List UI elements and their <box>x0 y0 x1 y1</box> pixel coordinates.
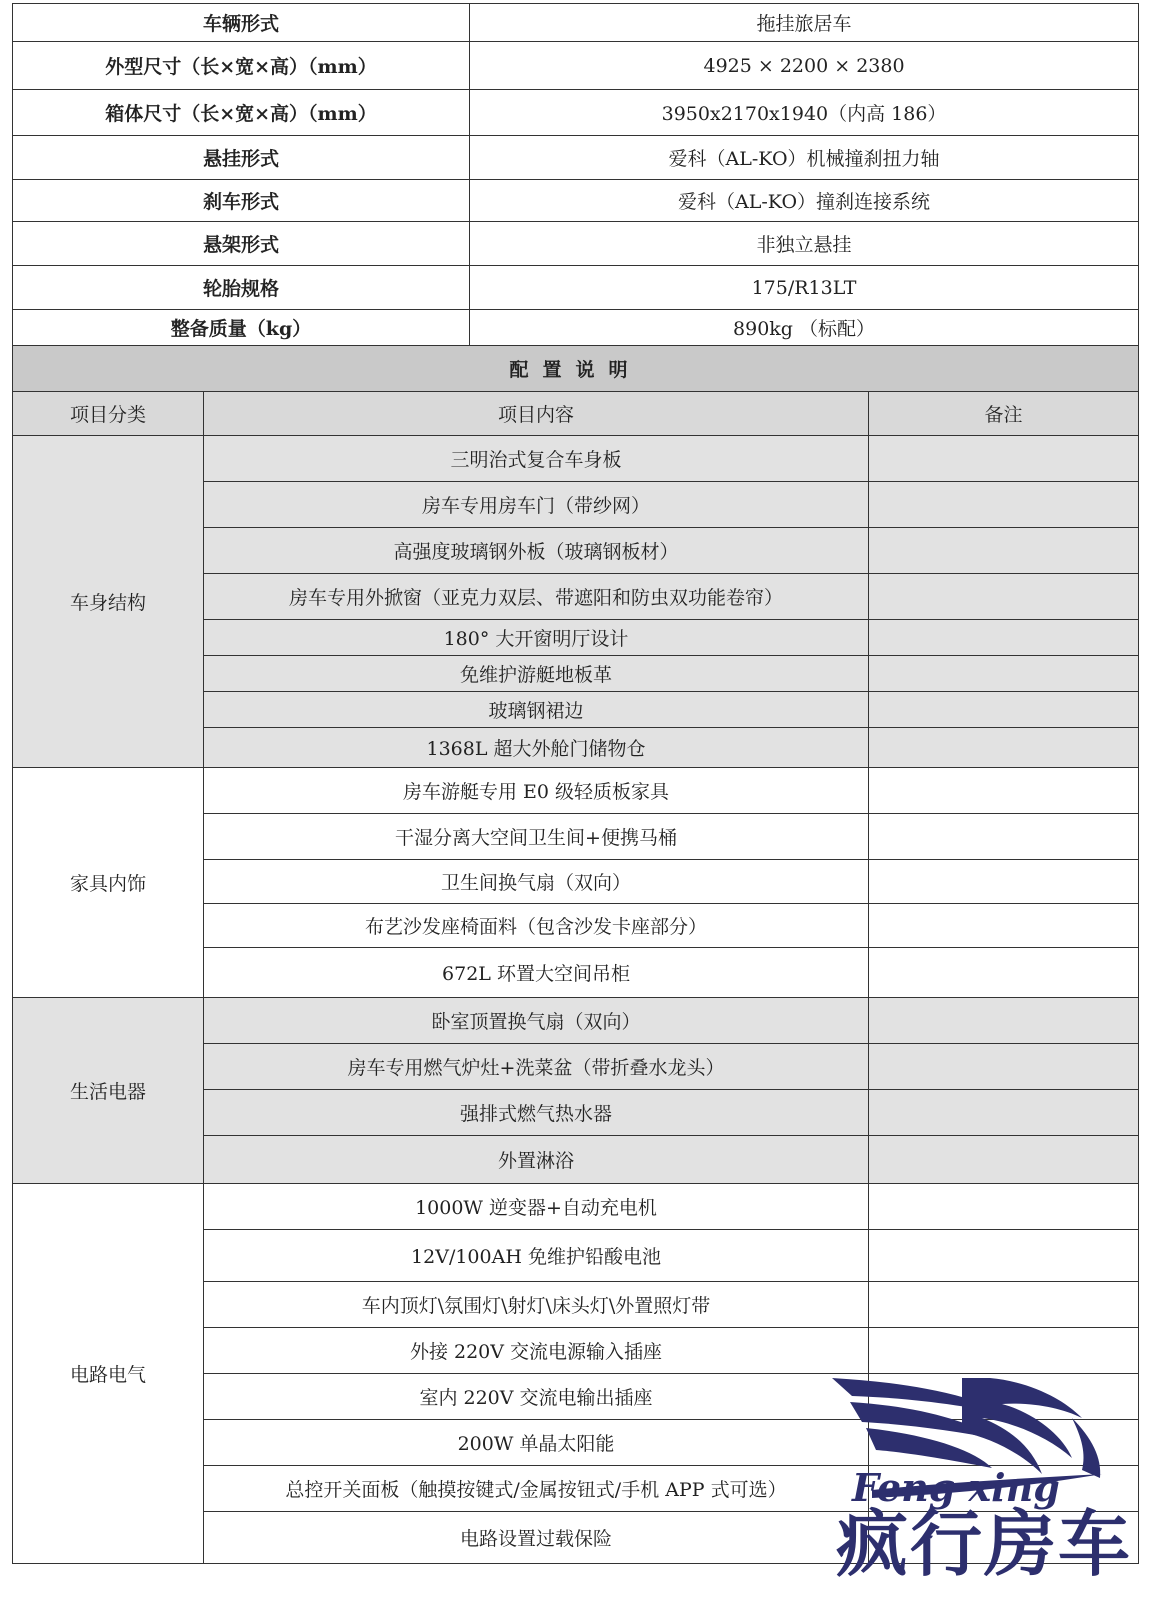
remark-cell <box>869 528 1139 574</box>
spec-row <box>13 90 1139 136</box>
remark-cell <box>869 692 1139 728</box>
logo-script-text: Feng xing <box>852 1465 1060 1510</box>
remark-cell <box>869 814 1139 860</box>
category-cell: 车身结构 <box>13 436 204 768</box>
config-item: 1368L 超大外舱门储物仓 <box>204 728 869 768</box>
spec-value: 175/R13LT <box>470 266 1139 310</box>
remark-cell <box>869 768 1139 814</box>
config-item: 房车专用房车门（带纱网） <box>204 482 869 528</box>
spec-label: 悬架形式 <box>13 222 470 266</box>
remark-cell <box>869 436 1139 482</box>
config-item: 强排式燃气热水器 <box>204 1090 869 1136</box>
spec-value: 4925 × 2200 × 2380 <box>470 42 1139 90</box>
remark-cell <box>869 656 1139 692</box>
remark-cell <box>869 620 1139 656</box>
config-row <box>13 998 1139 1044</box>
remark-cell <box>869 1136 1139 1184</box>
spec-value: 非独立悬挂 <box>470 222 1139 266</box>
remark-cell <box>869 860 1139 904</box>
config-item: 200W 单晶太阳能 <box>204 1420 869 1466</box>
remark-cell <box>869 1328 1139 1374</box>
spec-label: 车辆形式 <box>13 4 470 42</box>
column-header-content: 项目内容 <box>204 392 869 436</box>
config-row <box>13 436 1139 482</box>
spec-value: 3950x2170x1940（内高 186） <box>470 90 1139 136</box>
spec-value: 爱科（AL-KO）撞刹连接系统 <box>470 180 1139 222</box>
config-item: 高强度玻璃钢外板（玻璃钢板材） <box>204 528 869 574</box>
spec-label: 悬挂形式 <box>13 136 470 180</box>
config-item: 车内顶灯\氛围灯\射灯\床头灯\外置照灯带 <box>204 1282 869 1328</box>
remark-cell <box>869 482 1139 528</box>
remark-cell <box>869 574 1139 620</box>
remark-cell <box>869 728 1139 768</box>
config-item: 180° 大开窗明厅设计 <box>204 620 869 656</box>
config-item: 房车专用燃气炉灶+洗菜盆（带折叠水龙头） <box>204 1044 869 1090</box>
config-item: 房车专用外掀窗（亚克力双层、带遮阳和防虫双功能卷帘） <box>204 574 869 620</box>
category-cell: 家具内饰 <box>13 768 204 998</box>
category-cell: 生活电器 <box>13 998 204 1184</box>
spec-value: 890kg （标配） <box>470 310 1139 346</box>
remark-cell <box>869 1044 1139 1090</box>
config-item: 12V/100AH 免维护铅酸电池 <box>204 1230 869 1282</box>
remark-cell <box>869 1184 1139 1230</box>
spec-table <box>12 3 1139 1564</box>
config-banner-row <box>13 346 1139 392</box>
spec-label: 外型尺寸（长×宽×高）（mm） <box>13 42 470 90</box>
config-item: 室内 220V 交流电输出插座 <box>204 1374 869 1420</box>
spec-value: 拖挂旅居车 <box>470 4 1139 42</box>
config-item: 1000W 逆变器+自动充电机 <box>204 1184 869 1230</box>
logo-brand-text: 疯行房车 <box>836 1502 1133 1586</box>
spec-row <box>13 266 1139 310</box>
category-cell: 电路电气 <box>13 1184 204 1564</box>
config-item: 外置淋浴 <box>204 1136 869 1184</box>
spec-row <box>13 42 1139 90</box>
config-item: 三明治式复合车身板 <box>204 436 869 482</box>
config-item: 卫生间换气扇（双向） <box>204 860 869 904</box>
config-title: 配置说明 <box>13 346 1139 392</box>
config-item: 房车游艇专用 E0 级轻质板家具 <box>204 768 869 814</box>
spec-label: 刹车形式 <box>13 180 470 222</box>
remark-cell <box>869 904 1139 948</box>
config-item: 总控开关面板（触摸按键式/金属按钮式/手机 APP 式可选） <box>204 1466 869 1512</box>
spec-label: 箱体尺寸（长×宽×高）（mm） <box>13 90 470 136</box>
remark-cell <box>869 998 1139 1044</box>
spec-row <box>13 4 1139 42</box>
column-header-category: 项目分类 <box>13 392 204 436</box>
column-header-remark: 备注 <box>869 392 1139 436</box>
config-item: 电路设置过载保险 <box>204 1512 869 1564</box>
spec-value: 爱科（AL-KO）机械撞刹扭力轴 <box>470 136 1139 180</box>
column-header-row <box>13 392 1139 436</box>
remark-cell <box>869 948 1139 998</box>
config-item: 外接 220V 交流电源输入插座 <box>204 1328 869 1374</box>
config-row <box>13 1184 1139 1230</box>
config-item: 布艺沙发座椅面料（包含沙发卡座部分） <box>204 904 869 948</box>
spec-row <box>13 310 1139 346</box>
config-item: 672L 环置大空间吊柜 <box>204 948 869 998</box>
spec-row <box>13 180 1139 222</box>
config-item: 卧室顶置换气扇（双向） <box>204 998 869 1044</box>
spec-sheet <box>12 3 1138 1564</box>
config-item: 干湿分离大空间卫生间+便携马桶 <box>204 814 869 860</box>
spec-row <box>13 222 1139 266</box>
remark-cell <box>869 1230 1139 1282</box>
remark-cell <box>869 1282 1139 1328</box>
config-item: 玻璃钢裙边 <box>204 692 869 728</box>
config-item: 免维护游艇地板革 <box>204 656 869 692</box>
spec-row <box>13 136 1139 180</box>
remark-cell <box>869 1090 1139 1136</box>
spec-label: 整备质量（kg） <box>13 310 470 346</box>
spec-label: 轮胎规格 <box>13 266 470 310</box>
config-row <box>13 768 1139 814</box>
